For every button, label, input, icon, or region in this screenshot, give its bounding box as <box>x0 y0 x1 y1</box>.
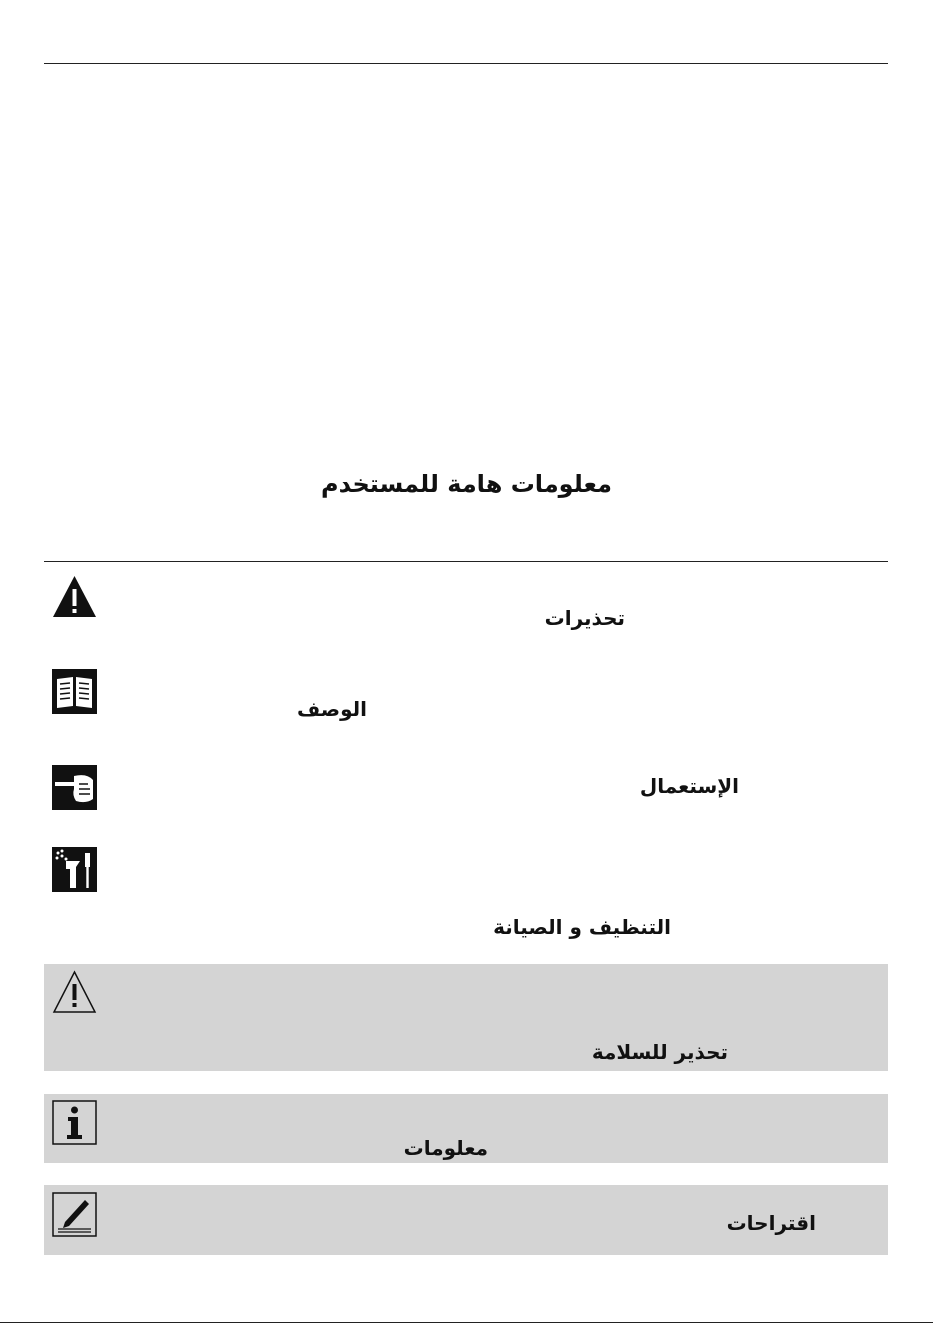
section-label-warnings: تحذيرات <box>544 606 625 630</box>
info-icon <box>52 1100 97 1145</box>
safety-warning-band <box>44 964 888 1071</box>
warning-outline-icon <box>52 969 97 1014</box>
hand-pointing-icon <box>52 765 97 810</box>
section-divider <box>44 561 888 562</box>
note-label-safety-warning: تحذير للسلامة <box>591 1040 728 1064</box>
cleaning-spray-tools-icon <box>52 847 97 892</box>
section-label-description: الوصف <box>296 697 367 721</box>
section-label-cleaning-maintenance: التنظيف و الصيانة <box>493 915 671 939</box>
note-label-information: معلومات <box>403 1136 488 1160</box>
top-rule <box>44 63 888 64</box>
page-title: معلومات هامة للمستخدم <box>321 470 612 498</box>
book-icon <box>52 669 97 714</box>
pencil-note-icon <box>52 1192 97 1237</box>
note-label-tips: اقتراحات <box>726 1211 816 1235</box>
section-label-use: الإستعمال <box>639 774 739 798</box>
warning-triangle-icon <box>52 574 97 619</box>
bottom-rule <box>0 1322 933 1323</box>
